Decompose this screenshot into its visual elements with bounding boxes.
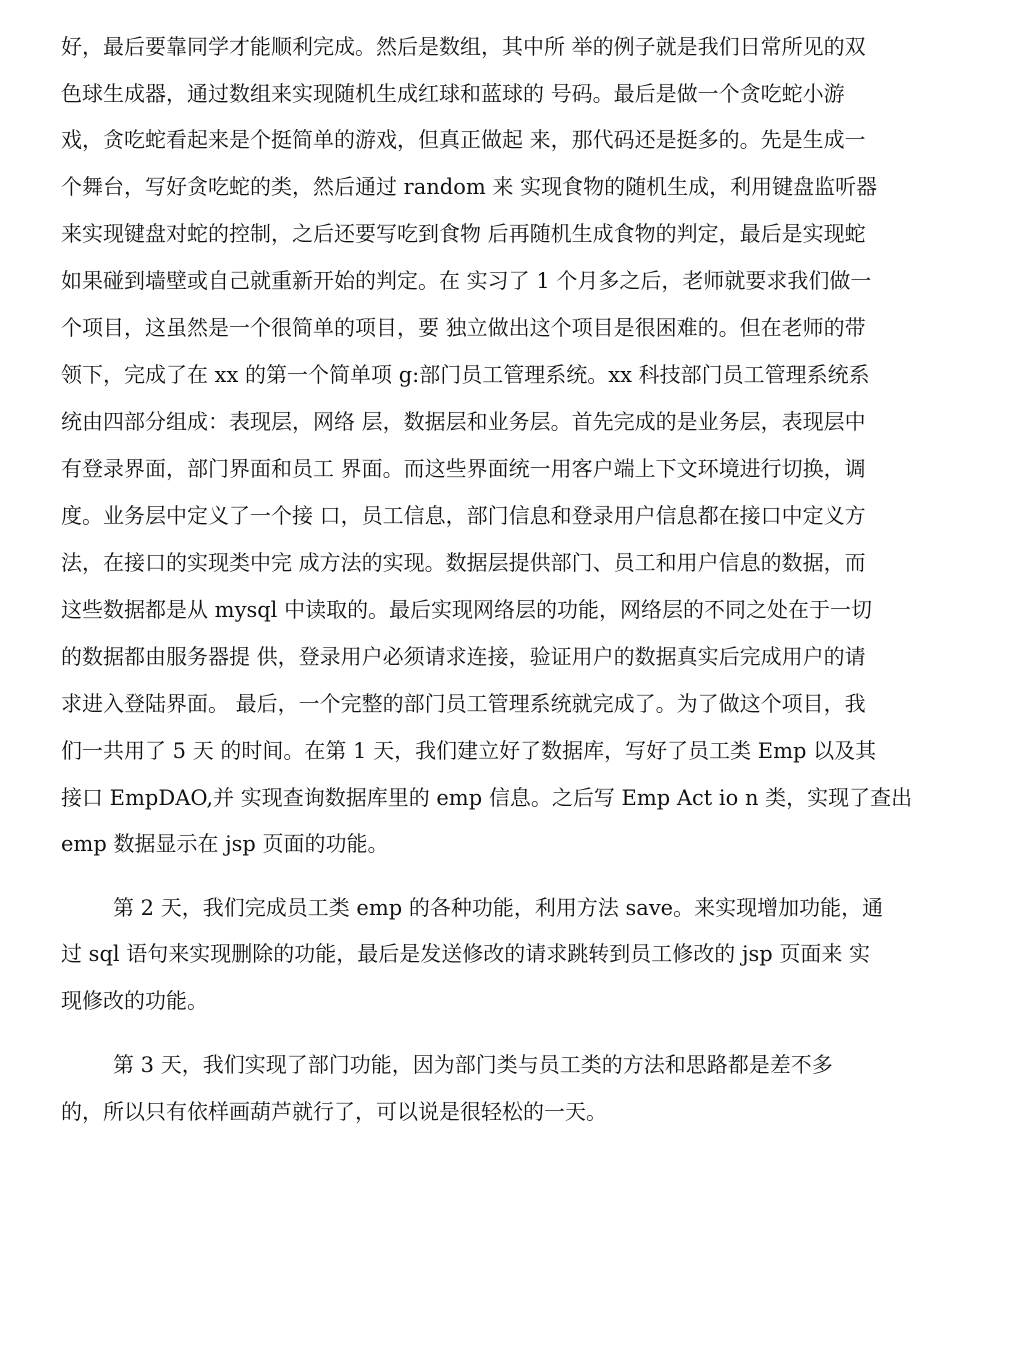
text-line: 现修改的功能。 [61, 989, 208, 1013]
text-line: emp 数据显示在 jsp 页面的功能。 [61, 832, 389, 856]
text-line: 色球生成器，通过数组来实现随机生成红球和蓝球的 号码。最后是做一个贪吃蛇小游 [61, 82, 845, 106]
text-line: 如果碰到墙壁或自己就重新开始的判定。在 实习了 1 个月多之后，老师就要求我们做一 [61, 269, 872, 293]
text-line: 求进入登陆界面。 最后，一个完整的部门员工管理系统就完成了。为了做这个项目，我 [61, 692, 866, 716]
text-line: 统由四部分组成：表现层，网络 层，数据层和业务层。首先完成的是业务层，表现层中 [61, 410, 866, 434]
text-line: 个舞台，写好贪吃蛇的类，然后通过 random 来 实现食物的随机生成，利用键盘监听器 [61, 175, 878, 199]
text-line: 们一共用了 5 天 的时间。在第 1 天，我们建立好了数据库，写好了员工类 Emp 以及其 [61, 739, 877, 763]
text-line: 好，最后要靠同学才能顺利完成。然后是数组，其中所 举的例子就是我们日常所见的双 [61, 35, 866, 59]
text-line: 度。业务层中定义了一个接 口，员工信息，部门信息和登录用户信息都在接口中定义方 [61, 504, 866, 528]
text-line: 接口 EmpDAO,并 实现查询数据库里的 emp 信息。之后写 Emp Act io n 类，实现了查出 [61, 786, 913, 810]
text-line: 的，所以只有依样画葫芦就行了，可以说是很轻松的一天。 [61, 1100, 607, 1124]
text-line: 戏，贪吃蛇看起来是个挺简单的游戏，但真正做起 来，那代码还是挺多的。先是生成一 [61, 128, 866, 152]
text-line: 第 3 天，我们实现了部门功能，因为部门类与员工类的方法和思路都是差不多 [113, 1053, 833, 1077]
text-line: 这些数据都是从 mysql 中读取的。最后实现网络层的功能，网络层的不同之处在于一切 [61, 598, 873, 622]
text-line: 的数据都由服务器提 供，登录用户必须请求连接，验证用户的数据真实后完成用户的请 [61, 645, 866, 669]
text-line: 过 sql 语句来实现删除的功能，最后是发送修改的请求跳转到员工修改的 jsp 页面来 实 [61, 942, 871, 966]
text-line: 有登录界面，部门界面和员工 界面。而这些界面统一用客户端上下文环境进行切换，调 [61, 457, 866, 481]
text-line: 个项目，这虽然是一个很简单的项目，要 独立做出这个项目是很困难的。但在老师的带 [61, 316, 866, 340]
text-line: 领下，完成了在 xx 的第一个简单项 g:部门员工管理系统。xx 科技部门员工管理系统系 [61, 363, 870, 387]
text-line: 第 2 天，我们完成员工类 emp 的各种功能，利用方法 save。来实现增加功能，通 [113, 896, 884, 920]
text-line: 法，在接口的实现类中完 成方法的实现。数据层提供部门、员工和用户信息的数据，而 [61, 551, 866, 575]
text-line: 来实现键盘对蛇的控制，之后还要写吃到食物 后再随机生成食物的判定，最后是实现蛇 [61, 222, 866, 246]
